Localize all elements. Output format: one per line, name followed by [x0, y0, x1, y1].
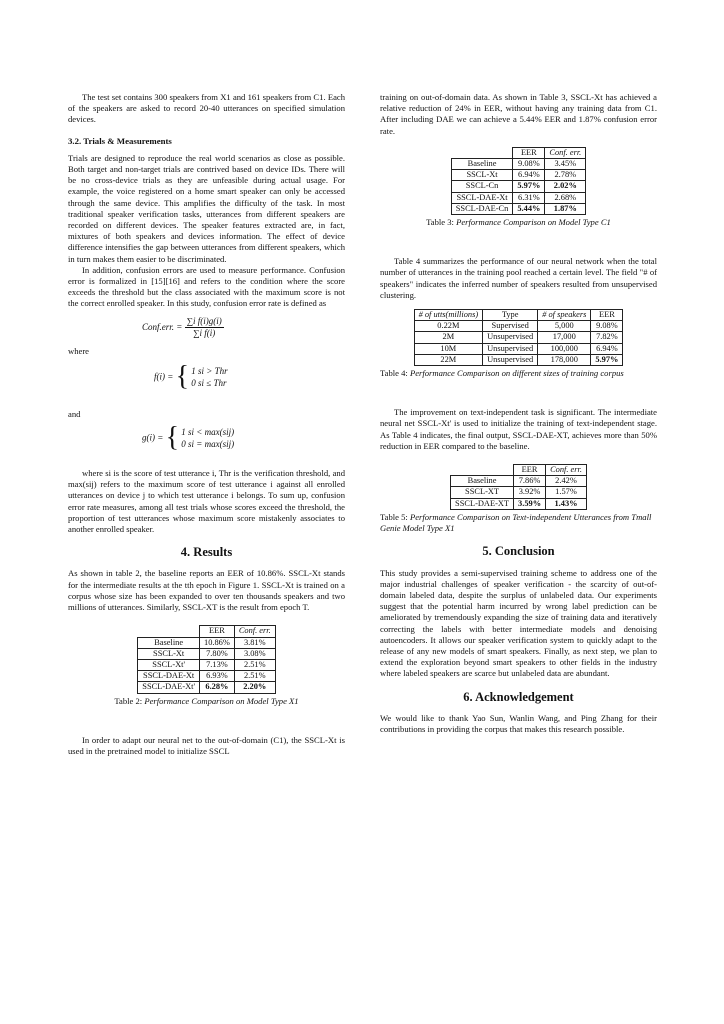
table-row	[138, 637, 275, 648]
text-independent-paragraph: The improvement on text-independent task is significant. The intermediate neural net SSCL-Xt' is used to initialize the training of text-independent stage. As Table 4 indicates, the final output, SSCL-DAE-XT, achieves more than 50% reduction in EER compared to the baseline.	[380, 407, 657, 451]
table-cell: 6.94%	[591, 343, 623, 354]
table-cell: 2.78%	[545, 170, 586, 181]
table-row	[451, 192, 586, 203]
table-2-body	[138, 626, 275, 693]
table-cell: 5,000	[538, 321, 591, 332]
table-header-cell: EER	[591, 310, 623, 321]
results-paragraph: As shown in table 2, the baseline reports an EER of 10.86%. SSCL-Xt stands for the intermediate results at the tth epoch in Figure 1. SSCL-Xt is trained on a corpus whose size has been expanded to over ten thousands speakers and two millions of utterances. Similarly, SSCL-XT is the result from epoch T.	[68, 568, 345, 613]
g-case-2: 0 si = max(sij)	[181, 439, 235, 450]
table-row	[414, 354, 623, 365]
table-cell: Unsupervised	[483, 332, 538, 343]
table-header-cell: # of utts(millions)	[414, 310, 483, 321]
table4-paragraph: Table 4 summarizes the performance of our neural network when the total number of utterances in the training pool reached a certain level. The field "# of speakers" indicates the inferred number of speakers resulted from unsupervised clustering.	[380, 256, 657, 300]
table-header-cell: Conf. err.	[546, 465, 587, 476]
table-cell: 17,000	[538, 332, 591, 343]
table-3-body	[451, 147, 586, 214]
table-row	[451, 159, 586, 170]
adapt-paragraph: In order to adapt our neural net to the out-of-domain (C1), the SSCL-Xt is used in the pretrained model to initialize SSCL	[68, 734, 345, 756]
table-5-body	[451, 465, 587, 510]
table-cell: 2.42%	[546, 476, 587, 487]
table-cell: SSCL-DAE-Xt'	[138, 682, 200, 693]
table-row	[451, 170, 586, 181]
table-cell: Supervised	[483, 321, 538, 332]
table-5-caption	[380, 512, 657, 534]
table-cell: 2.20%	[234, 682, 275, 693]
table-cell: 100,000	[538, 343, 591, 354]
table-cell: 6.94%	[513, 170, 545, 181]
conf-err-denominator: ∑i f(i)	[193, 327, 216, 338]
g-brace: {	[165, 422, 180, 454]
acknowledgement-paragraph: We would like to thank Yao Sun, Wanlin Wang, and Ping Zhang for their contributions in providing the corpus that makes this research possible.	[380, 712, 657, 734]
table-cell: 9.08%	[513, 159, 545, 170]
table-cell: Unsupervised	[483, 354, 538, 365]
section-6-title: 6. Acknowledgement	[463, 689, 574, 704]
table-cell: Unsupervised	[483, 343, 538, 354]
table-cell: 2.68%	[545, 192, 586, 203]
table-cell: 1.57%	[546, 487, 587, 498]
f-equation	[68, 360, 345, 399]
table-cell: 3.92%	[514, 487, 546, 498]
table-cell: SSCL-DAE-Xt	[451, 192, 513, 203]
table-row	[451, 487, 587, 498]
table-cell: Baseline	[138, 637, 200, 648]
table-row	[138, 671, 275, 682]
table-cell: 7.13%	[200, 659, 235, 670]
table-row	[451, 498, 587, 509]
and-label: and	[68, 408, 81, 419]
table-cell: SSCL-Xt'	[138, 659, 200, 670]
table-cell: SSCL-DAE-Xt	[138, 671, 200, 682]
table-row	[414, 332, 623, 343]
table-row	[138, 659, 275, 670]
table-cell: 0.22M	[414, 321, 483, 332]
table-4-caption	[380, 368, 657, 379]
table-cell: 3.45%	[545, 159, 586, 170]
conf-err-numerator: ∑i f(i)g(i)	[185, 316, 224, 328]
table-5	[450, 464, 587, 510]
table-cell: SSCL-DAE-Cn	[451, 203, 513, 214]
g-lhs: g(i) =	[142, 432, 164, 443]
where-paragraph: where si is the score of test utterance i, Thr is the verification threshold, and max(sij) refers to the maximum score of test utterance i against all enrolled utterances on device j to which test utterance i belongs. To sum up, confusion error rate measures, among all test trials whose scores exceed the threshold, the proportion of test utterances whose maximum score mistakenly associates to another enrolled speaker.	[68, 468, 345, 535]
table-cell: 178,000	[538, 354, 591, 365]
table-header-cell: EER	[200, 626, 235, 637]
table-3-caption	[380, 217, 657, 228]
table-cell: 2M	[414, 332, 483, 343]
table-cell: 10.86%	[200, 637, 235, 648]
table-2-caption-text: Performance Comparison on Model Type X1	[144, 695, 299, 706]
table-cell: 5.97%	[591, 354, 623, 365]
table-header-cell: EER	[514, 465, 546, 476]
f-case-2: 0 si ≤ Thr	[191, 377, 227, 388]
table-5-caption-text: Performance Comparison on Text-independent Utterances from Tmall Genie Model Type X1	[380, 511, 652, 534]
section-5-title: 5. Conclusion	[482, 544, 555, 559]
table-row	[414, 321, 623, 332]
table-cell: 7.80%	[200, 648, 235, 659]
f-brace: {	[175, 360, 190, 392]
table-row	[138, 682, 275, 693]
table-row	[138, 648, 275, 659]
table-cell: 7.82%	[591, 332, 623, 343]
table-4-caption-label: Table 4:	[380, 368, 408, 379]
table-header-cell	[451, 147, 513, 158]
table-5-caption-label: Table 5:	[380, 511, 408, 522]
right-column	[380, 92, 657, 735]
table-cell: 5.44%	[513, 203, 545, 214]
conf-err-equation	[68, 316, 345, 346]
table-cell: 6.28%	[200, 682, 235, 693]
table-header-row	[451, 147, 586, 158]
table-cell: 2.51%	[234, 659, 275, 670]
g-case-1: 1 si < max(sij)	[181, 427, 235, 438]
conf-err-fraction	[185, 316, 224, 339]
table-cell: 2.02%	[545, 181, 586, 192]
table-header-row	[451, 465, 587, 476]
table-cell: SSCL-Xt	[138, 648, 200, 659]
table-2-caption-label: Table 2:	[114, 695, 143, 706]
table-cell: 9.08%	[591, 321, 623, 332]
table-cell: SSCL-DAE-XT	[451, 498, 514, 509]
table-2-caption	[68, 696, 345, 707]
table-3	[451, 147, 587, 215]
table-row	[451, 476, 587, 487]
table-cell: SSCL-XT	[451, 487, 514, 498]
table-cell: 6.31%	[513, 192, 545, 203]
table-cell: SSCL-Xt	[451, 170, 513, 181]
table-row	[451, 181, 586, 192]
table-cell: Baseline	[451, 159, 513, 170]
table-header-cell: # of speakers	[538, 310, 591, 321]
table-cell: Baseline	[451, 476, 514, 487]
table-header-cell: Type	[483, 310, 538, 321]
table-row	[451, 203, 586, 214]
table-cell: 1.43%	[546, 498, 587, 509]
left-column	[68, 92, 345, 757]
table-cell: 6.93%	[200, 671, 235, 682]
table-header-row	[138, 626, 275, 637]
conclusion-paragraph: This study provides a semi-supervised training scheme to address one of the major industrial challenges of speaker verification - the scarcity of out-of-domain labeled data, despite the surplus of unlabeled data. Our experiments suggest that the potential harm incurred by wrong label prediction can be ameliorated by tremendously expanding the size of training data and iteratively correcting the labels with better intermediate models and denoising autoencoders. It allows our speaker verification system to quickly adapt to the release of any new models of smart speakers. Finally, as next step, we plan to extend the exploration beyond smart speakers to other fields in the industry where labeled speakers are scarce but unlabeled data are abundant.	[380, 567, 657, 679]
conf-err-lhs: Conf.err. =	[142, 321, 183, 332]
table-cell: SSCL-Cn	[451, 181, 513, 192]
table-header-cell	[451, 465, 514, 476]
table-cell: 2.51%	[234, 671, 275, 682]
table-header-cell: Conf. err.	[234, 626, 275, 637]
table-row	[414, 343, 623, 354]
g-equation	[68, 422, 345, 460]
confusion-paragraph: In addition, confusion errors are used to measure performance. Confusion error is formalized in [15][16] and refers to the condition where the score exceeds the threshold but the class associated with the maximum score is not the correct enrolled speaker. In this study, confusion error rate is defined as	[68, 264, 345, 309]
table-cell: 3.59%	[514, 498, 546, 509]
table-cell: 1.87%	[545, 203, 586, 214]
table-cell: 5.97%	[513, 181, 545, 192]
table-header-cell	[138, 626, 200, 637]
table-4-body	[414, 310, 623, 366]
section-3-2-title: 3.2. Trials & Measurements	[68, 135, 172, 146]
table-cell: 3.08%	[234, 648, 275, 659]
table-header-row	[414, 310, 623, 321]
table-3-caption-text: Performance Comparison on Model Type C1	[456, 217, 611, 228]
table-3-caption-label: Table 3:	[426, 217, 454, 228]
where-label: where	[68, 345, 89, 356]
trials-paragraph: Trials are designed to reproduce the real world scenarios as close as possible. Both target and non-target trials are contrived based on device IDs. There will be no cross-device trials as they are unfeasible during actual usage. For example, the voice registered on a home smart speaker can only be accessed through the same device. This amplifies the difficulty of the task. In most traditional speaker verification tasks, utterances from different speakers are recorded on different devices. The speaker features extracted are, in fact, mixtures of both speakers and devices information. The effect of device difference intensifies the gap between utterances from different speakers, which in turn makes them easier to be discriminated.	[68, 152, 345, 264]
table-cell: 10M	[414, 343, 483, 354]
f-case-1: 1 si > Thr	[191, 365, 228, 376]
table-4-caption-text: Performance Comparison on different sizes of training corpus	[409, 368, 624, 379]
f-lhs: f(i) =	[154, 371, 174, 382]
g-cases	[181, 426, 234, 450]
table-cell: 7.86%	[514, 476, 546, 487]
table-cell: 3.81%	[234, 637, 275, 648]
table-4	[414, 309, 624, 366]
section-4-title: 4. Results	[180, 545, 233, 560]
table-header-cell: EER	[513, 147, 545, 158]
table-2	[137, 625, 275, 693]
intro-paragraph: The test set contains 300 speakers from X1 and 161 speakers from C1. Each of the speakers are asked to record 20-40 utterances on specified simulation devices.	[68, 92, 345, 125]
table-cell: 22M	[414, 354, 483, 365]
training-paragraph: training on out-of-domain data. As shown in Table 3, SSCL-Xt has achieved a relative reduction of 24% in EER, without having any training data from C1. After including DAE we can achieve a 5.44% EER and 1.87% confusion error rate.	[380, 92, 657, 136]
table-header-cell: Conf. err.	[545, 147, 586, 158]
f-cases	[191, 365, 227, 389]
